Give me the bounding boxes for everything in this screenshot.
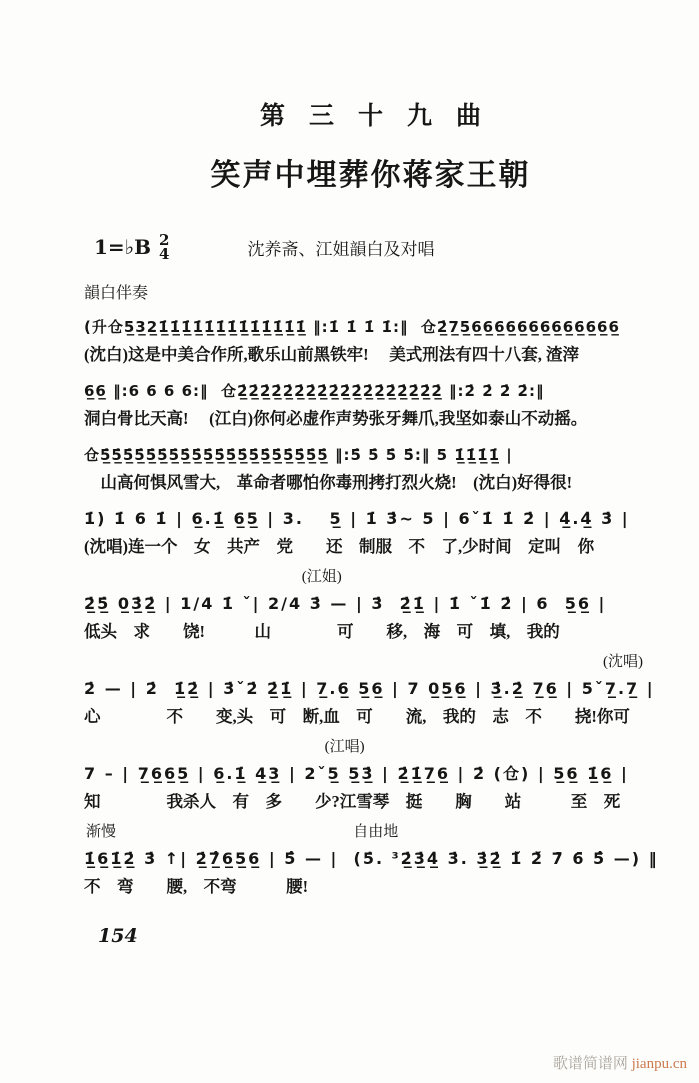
lyric-line-1: (沈白)这是中美合作所,歌乐山前黑铁牢! 美式刑法有四十八套, 渣滓	[84, 345, 579, 364]
music-system-1	[84, 312, 657, 367]
voice-label-shenchang: (沈唱)	[603, 654, 643, 670]
lyric-line-2: 洞白骨比天高! (江白)你何必虚作声势张牙舞爪,我坚如泰山不动摇。	[84, 409, 588, 428]
voice-label-jiangchang: (江唱)	[324, 739, 365, 755]
lyric-line-4: (沈唱)连一个 女 共产 党 还 制服 不 了,少时间 定叫 你	[84, 537, 595, 556]
notation-line-3: 仓5̲̇5̲̇5̲̇5̲̇5̲̇5̲̇5̲̇5̲̇5̲̇5̲̇5̲̇5̲̇5̲̇5̲̇5̲̇5̲̇5̲̇5̲̇5̲̇5̲̇ ‖:5̇ 5̇ 5̇ 5̇:‖ 5 1̲̇1̲̇1̲̇1̲̇ |	[84, 446, 513, 464]
song-number-heading: 第三十九曲	[259, 103, 505, 130]
section-label: 韻白伴奏	[84, 285, 149, 302]
tempo-label-jianman: 渐慢	[86, 824, 117, 840]
notation-line-2: 6̲6̲ ‖:6 6 6 6:‖ 仓2̲̇2̲̇2̲̇2̲̇2̲̇2̲̇2̲̇2̲̇2̲̇2̲̇2̲̇2̲̇2̲̇2̲̇2̲̇2̲̇2̲̇2̲̇ ‖:2̇ 2̇ 2̇ 2̇:‖	[84, 382, 545, 400]
notation-line-8: 1̲̇6̲1̲̇2̲̇ 3̇ ↑| 2̲̇7̲̂6̲5̲6̲ | 5̂ — | (5̇. ³2̲̇3̲̇4̲̇ 3̇. 3̲̇2̲̇ 1̇̆ 2̇̆ 7̄ 6̄ 5̂̇ —) ‖	[84, 849, 659, 868]
music-system-2	[84, 376, 657, 431]
notation-line-5: 2̲̇5̲̇ 0̲3̲̇2̲̇ | 1/4 1̇ ˇ| 2/4 3̇ — | 3̇ 2̲̇1̲̇ | 1̇ ˇ1̇ 2̇ | 6 5̲6̲ |	[84, 594, 607, 613]
watermark	[553, 1052, 687, 1073]
lyric-line-3: 山高何惧风雪大, 革命者哪怕你毒刑拷打烈火烧! (沈白)好得很!	[84, 473, 573, 492]
music-system-4	[84, 504, 657, 559]
notation-line-4: 1̇) 1̇ 6 1̇ | 6̲.1̲̇ 6̲5̲ | 3. 5̲ | 1̇ 3̇~ 5 | 6ˇ1̇ 1̇ 2̇ | 4̲̇.4̲̇ 3̇ |	[84, 509, 630, 528]
music-system-7	[84, 738, 657, 814]
time-signature-denominator: 4	[159, 245, 170, 263]
performers-note: 沈养斋、江姐韻白及对唱	[247, 239, 435, 259]
score-meta-row	[94, 230, 657, 264]
lyric-line-5: 低头 求 饶! 山 可 移, 海 可 填, 我的	[84, 622, 560, 641]
song-title: 笑声中埋葬你蒋家王朝	[210, 159, 531, 192]
music-system-6	[84, 653, 657, 729]
notation-line-6: 2̇ — | 2̇ 1̲̇2̲̇ | 3̇ˇ2̇ 2̲̇1̲̇ | 7̲.6̲ 5̲6̲ | 7 0̲5̲6̲ | 3̲̇.2̲̇ 7̲6̲ | 5ˇ7̲.7̲ |	[84, 679, 655, 698]
music-system-5	[84, 568, 657, 644]
time-signature	[159, 230, 170, 263]
music-systems	[84, 312, 657, 899]
voice-label-jiangjie: (江姐)	[301, 569, 342, 585]
tempo-label-ziyoudi: 自由地	[353, 824, 399, 840]
key-signature: 1=♭B	[94, 235, 152, 259]
lyric-line-8: 不 弯 腰, 不弯 腰!	[84, 877, 309, 896]
notation-line-1: (升仓5̲3̲2̲1̲̇1̲̇1̲̇1̲̇1̲̇1̲̇1̲̇1̲̇1̲̇1̲̇1̲̇1̲̇1̲̇ ‖:1̇ 1̇ 1̇ 1̇:‖ 仓2̲̇7̲5̲6̲6̲6̲6̲6̲6̲6̲6̲6̲6̲6̲6̲6̲	[84, 318, 620, 336]
lyric-line-6: 心 不 变,头 可 断,血 可 流, 我的 志 不 挠!你可	[84, 707, 630, 726]
watermark-url: jianpu.cn	[631, 1056, 687, 1072]
lyric-line-7: 知 我杀人 有 多 少?江雪琴 挺 胸 站 至 死	[84, 792, 621, 811]
music-system-3	[84, 440, 657, 495]
music-system-8	[84, 823, 657, 899]
notation-line-7: 7 – | 7̲6̲6̲5̲ | 6̲.1̲̇ 4̲3̲ | 2ˇ5̲ 5̲3̲̇ | 2̲̇1̲̇7̲6̲ | 2̇ (仓) | 5̲6̲ 1̲̇6̲ |	[84, 764, 629, 783]
watermark-site-name: 歌谱简谱网	[552, 1056, 628, 1072]
page-number: 154	[98, 925, 138, 947]
time-signature-numerator: 2	[159, 230, 170, 249]
